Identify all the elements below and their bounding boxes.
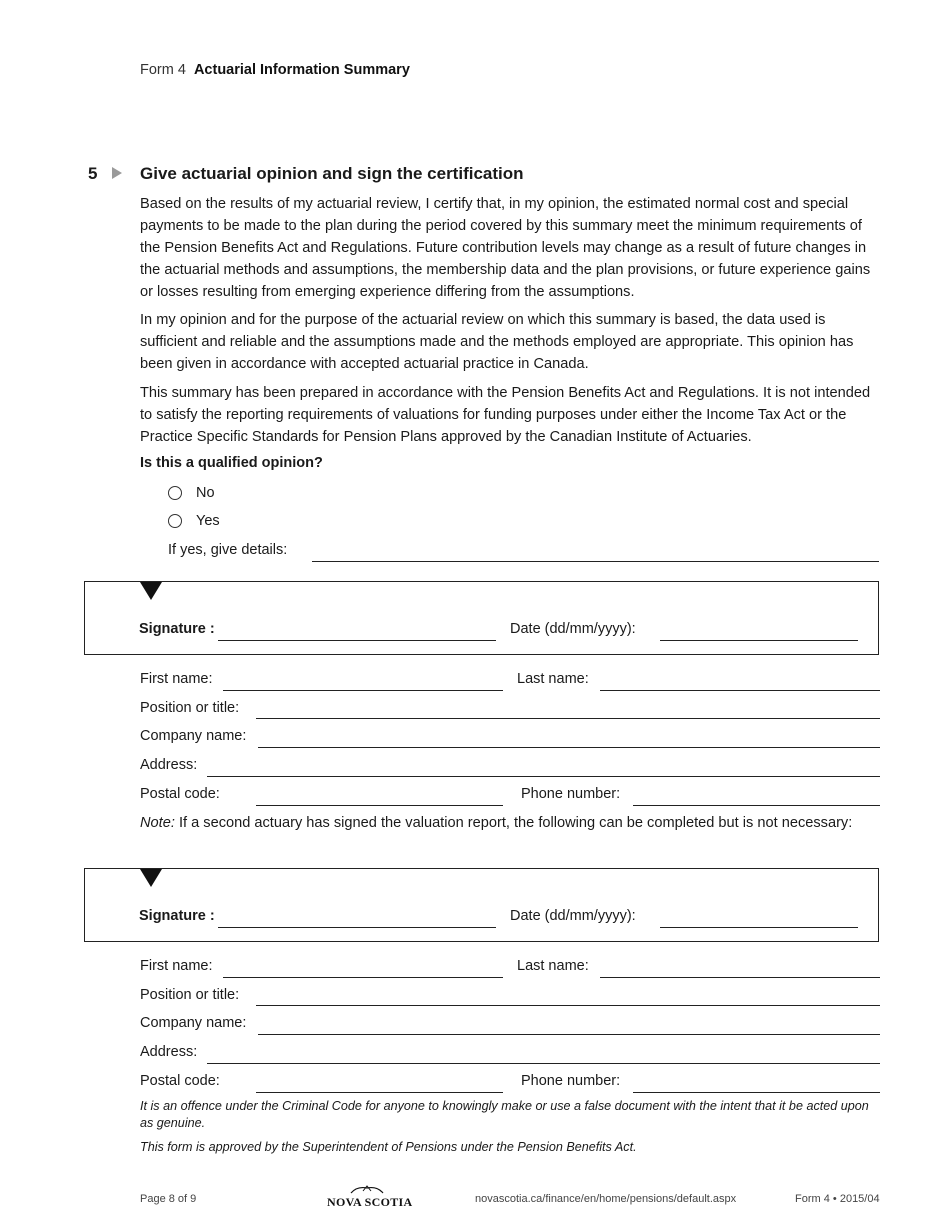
position-label: Position or title:	[140, 987, 240, 1003]
radio-no[interactable]	[168, 486, 182, 500]
first-name-label: First name:	[140, 671, 213, 687]
nova-scotia-logo	[327, 1185, 412, 1210]
signature-box-1	[84, 581, 879, 655]
last-name-field-1[interactable]	[600, 690, 880, 691]
signature-field-2[interactable]	[218, 927, 496, 928]
radio-no-label: No	[196, 485, 215, 501]
company-field-1[interactable]	[258, 747, 880, 748]
first-name-field-2[interactable]	[223, 977, 503, 978]
date-field-1[interactable]	[660, 640, 858, 641]
criminal-code-notice: It is an offence under the Criminal Code for anyone to knowingly make or use a false document with the intent that it be acted upon as genuine.	[140, 1099, 869, 1130]
date-label: Date (dd/mm/yyyy):	[510, 621, 636, 637]
date-field-2[interactable]	[660, 927, 858, 928]
radio-yes-label: Yes	[196, 513, 220, 529]
address-label: Address:	[140, 757, 198, 773]
footer-form-number: Form 4	[795, 1193, 830, 1205]
phone-field-2[interactable]	[633, 1092, 880, 1093]
superintendent-approval: This form is approved by the Superintendent of Pensions under the Pension Benefits Act.	[140, 1140, 637, 1154]
form-number: Form 4	[140, 62, 186, 78]
position-label: Position or title:	[140, 700, 240, 716]
signature-field-1[interactable]	[218, 640, 496, 641]
section-number: 5	[88, 164, 98, 183]
footer-url[interactable]: novascotia.ca/finance/en/home/pensions/default.aspx	[475, 1193, 737, 1205]
last-name-field-2[interactable]	[600, 977, 880, 978]
postal-code-field-1[interactable]	[256, 805, 503, 806]
postal-code-label: Postal code:	[140, 786, 220, 802]
address-label: Address:	[140, 1044, 198, 1060]
phone-label: Phone number:	[521, 1073, 621, 1089]
company-label: Company name:	[140, 1015, 247, 1031]
postal-code-field-2[interactable]	[256, 1092, 503, 1093]
signature-marker-icon	[140, 582, 162, 600]
address-field-2[interactable]	[207, 1063, 880, 1064]
certification-paragraph-2: In my opinion and for the purpose of the actuarial review on which this summary is based, the data used is sufficient and reliable and the assumptions made and the methods employed are appropriate. This opinion has been given in accordance with accepted actuarial practice in Canada.	[140, 312, 854, 372]
section-arrow-icon	[112, 167, 122, 179]
phone-label: Phone number:	[521, 786, 621, 802]
signature-label: Signature :	[139, 908, 215, 924]
section-title: Give actuarial opinion and sign the certification	[140, 164, 524, 183]
signature-box-2	[84, 868, 879, 942]
signature-marker-icon	[140, 869, 162, 887]
postal-code-label: Postal code:	[140, 1073, 220, 1089]
footer-form-ref	[795, 1193, 880, 1205]
last-name-label: Last name:	[517, 671, 589, 687]
address-field-1[interactable]	[207, 776, 880, 777]
company-field-2[interactable]	[258, 1034, 880, 1035]
position-field-1[interactable]	[256, 718, 880, 719]
last-name-label: Last name:	[517, 958, 589, 974]
note-prefix: Note:	[140, 815, 175, 831]
note-text: If a second actuary has signed the valuation report, the following can be completed but is not necessary:	[174, 815, 853, 831]
bullet-icon: •	[832, 1193, 837, 1205]
footer-version: 2015/04	[839, 1193, 880, 1205]
details-label: If yes, give details:	[168, 542, 288, 558]
logo-text: NOVA SCOTIA	[327, 1195, 413, 1209]
first-name-field-1[interactable]	[223, 690, 503, 691]
signature-label: Signature :	[139, 621, 215, 637]
certification-paragraph-1: Based on the results of my actuarial review, I certify that, in my opinion, the estimated normal cost and special payments to be made to the plan during the period covered by this summary meet the minimum requirements of the Pension Benefits Act and Regulations. Future contribution levels may change as a result of future changes in the actuarial methods and assumptions, the membership data and the plan provisions, or future experience gains or losses resulting from emerging experience differing from the assumptions.	[140, 196, 871, 300]
date-label: Date (dd/mm/yyyy):	[510, 908, 636, 924]
phone-field-1[interactable]	[633, 805, 880, 806]
certification-paragraph-3: This summary has been prepared in accordance with the Pension Benefits Act and Regulations. It is not intended to satisfy the reporting requirements of valuations for funding purposes under either the Income Tax Act or the Practice Specific Standards for Pension Plans approved by the Canadian Institute of Actuaries.	[140, 385, 871, 445]
qualified-opinion-question: Is this a qualified opinion?	[140, 455, 323, 471]
logo-emblem-icon	[327, 1185, 407, 1195]
second-actuary-note	[140, 812, 880, 834]
form-header	[140, 62, 410, 78]
page-number: Page 8 of 9	[140, 1193, 197, 1205]
radio-yes[interactable]	[168, 514, 182, 528]
company-label: Company name:	[140, 728, 247, 744]
position-field-2[interactable]	[256, 1005, 880, 1006]
form-title: Actuarial Information Summary	[193, 62, 410, 78]
first-name-label: First name:	[140, 958, 213, 974]
details-field[interactable]	[312, 561, 879, 562]
